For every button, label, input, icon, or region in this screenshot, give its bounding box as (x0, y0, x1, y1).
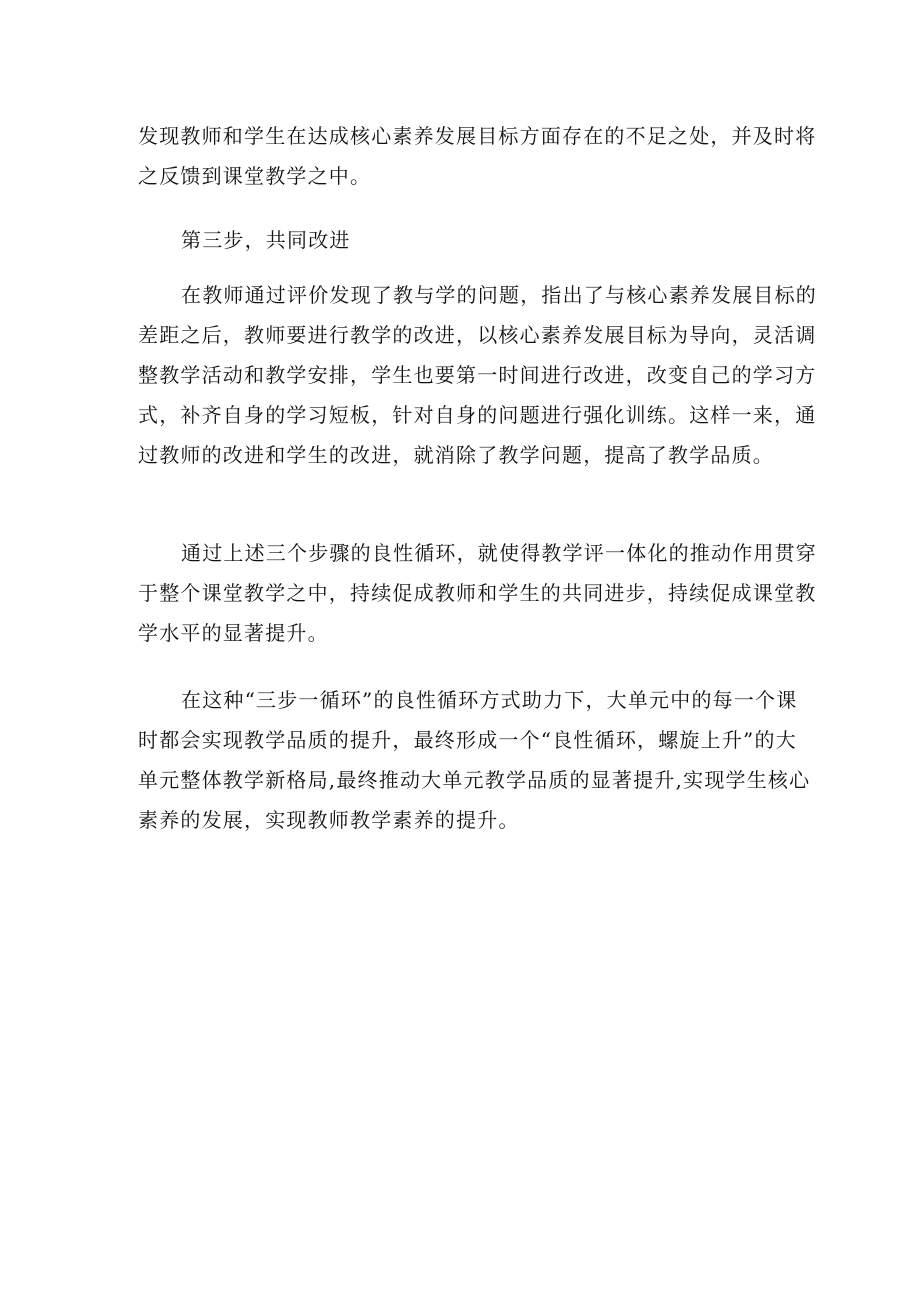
text-line: 学水平的显著提升。 (138, 621, 329, 645)
text-line: 时都会实现教学品质的提升，最终形成一个“良性循环，螺旋上升”的大 (138, 728, 797, 752)
text-line: 整教学活动和教学安排，学生也要第一时间进行改进，改变自己的学习方 (138, 363, 817, 387)
text-line: 素养的发展，实现教师教学素养的提升。 (138, 808, 520, 832)
text-line: 于整个课堂教学之中，持续促成教师和学生的共同进步，持续促成课堂教 (138, 581, 817, 605)
section-heading (138, 220, 784, 260)
text-line: 单元整体教学新格局,最终推动大单元教学品质的显著提升,实现学生核心 (138, 768, 811, 792)
text-line: 过教师的改进和学生的改进，就消除了教学问题，提高了教学品质。 (138, 443, 774, 467)
text-line: 发现教师和学生在达成核心素养发展目标方面存在的不足之处，并及时将 (138, 124, 817, 148)
paragraph-cycle (138, 533, 817, 653)
text-line: 通过上述三个步骤的良性循环，就使得教学评一体化的推动作用贯穿 (181, 541, 817, 565)
paragraph-continuation (138, 116, 817, 196)
text-line: 在这种“三步一循环”的良性循环方式助力下，大单元中的每一个课 (181, 688, 798, 712)
text-line: 在教师通过评价发现了教与学的问题，指出了与核心素养发展目标的 (181, 283, 817, 307)
heading-text: 第三步，共同改进 (181, 228, 351, 252)
paragraph-conclusion (138, 680, 811, 840)
text-line: 之反馈到课堂教学之中。 (138, 164, 372, 188)
paragraph-improvement (138, 275, 817, 475)
text-line: 差距之后，教师要进行教学的改进，以核心素养发展目标为导向，灵活调 (138, 323, 817, 347)
text-line: 式，补齐自身的学习短板，针对自身的问题进行强化训练。这样一来，通 (138, 403, 817, 427)
